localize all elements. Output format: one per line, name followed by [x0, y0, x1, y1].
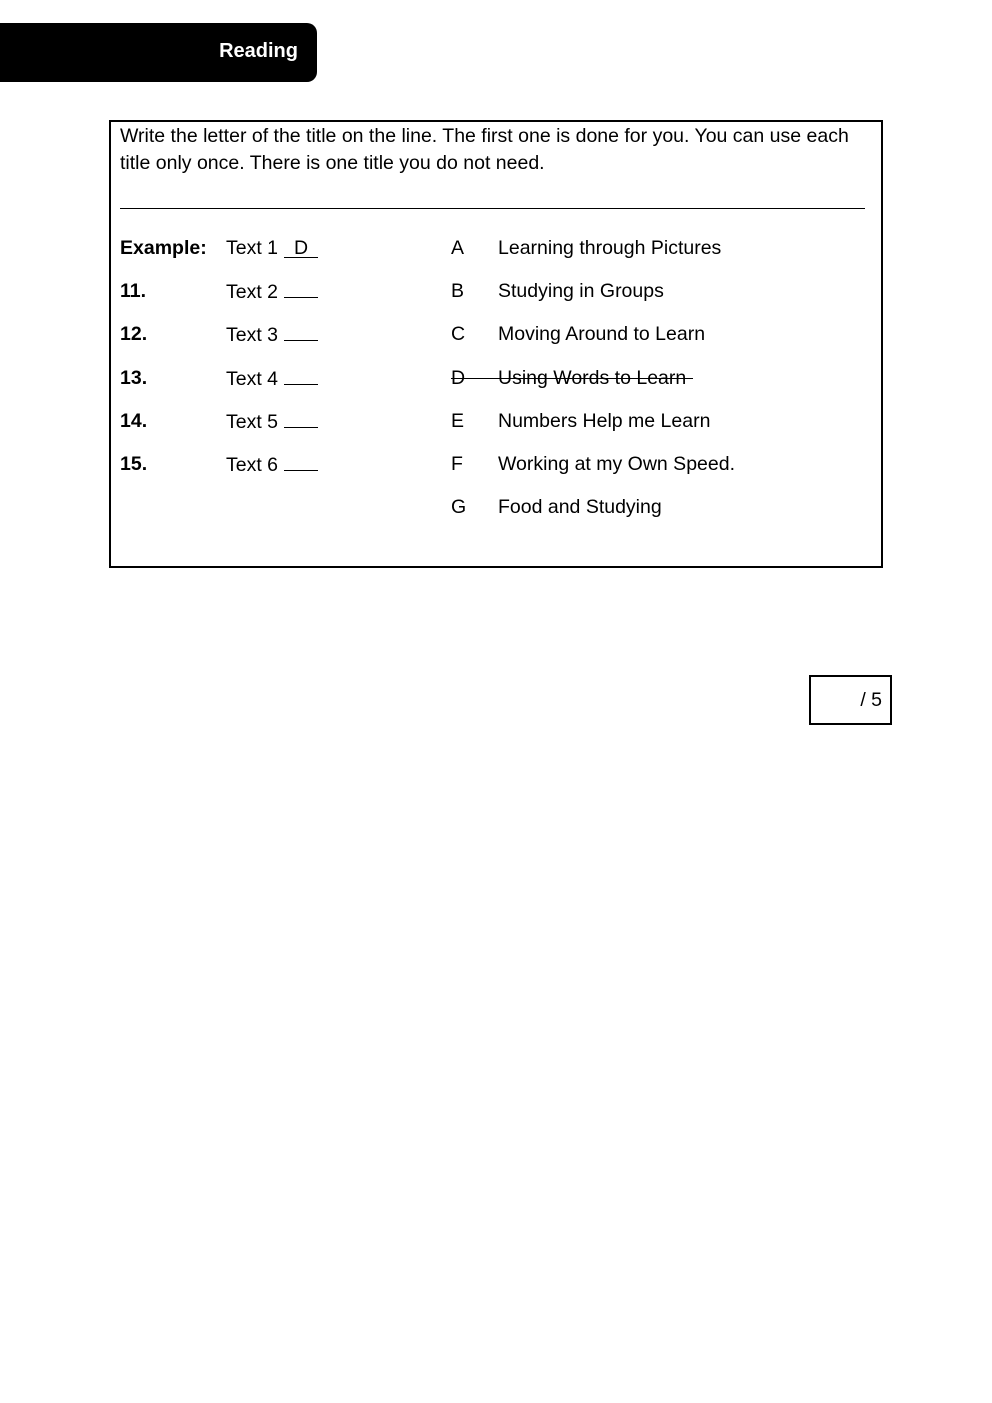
task-box	[109, 120, 883, 568]
option-letter-crossed: D	[451, 367, 466, 389]
answer-blank[interactable]	[284, 452, 318, 471]
strikethrough-line	[451, 378, 693, 379]
question-number: 12.	[120, 323, 148, 345]
option-letter: A	[451, 237, 465, 259]
question-number: 14.	[120, 410, 148, 432]
question-text: Text 2	[226, 281, 279, 303]
option-title: Studying in Groups	[498, 280, 664, 302]
answer-blank[interactable]	[284, 409, 318, 428]
section-label: Reading	[219, 40, 298, 62]
section-tab	[0, 23, 317, 82]
question-item	[226, 452, 318, 477]
question-text: Text 4	[226, 368, 279, 390]
question-item	[226, 409, 318, 434]
example-item	[226, 236, 318, 260]
instructions: Write the letter of the title on the line. The first one is done for you. You can use each title only once. There is one title you do not need.	[120, 125, 849, 174]
score-box	[809, 675, 892, 725]
question-item	[226, 322, 318, 347]
question-number: 13.	[120, 367, 148, 389]
option-letter: F	[451, 453, 463, 475]
option-letter: E	[451, 410, 465, 432]
option-title: Food and Studying	[498, 496, 662, 518]
option-title: Learning through Pictures	[498, 237, 722, 259]
example-label: Example:	[120, 237, 207, 259]
question-text: Text 3	[226, 324, 279, 346]
answer-blank[interactable]	[284, 279, 318, 298]
divider	[120, 208, 865, 209]
question-text: Text 5	[226, 411, 279, 433]
answer-blank[interactable]	[284, 366, 318, 385]
question-item	[226, 279, 318, 304]
option-title: Working at my Own Speed.	[498, 453, 735, 475]
option-letter: B	[451, 280, 465, 302]
option-title-crossed: Using Words to Learn	[498, 367, 687, 389]
option-title: Numbers Help me Learn	[498, 410, 711, 432]
answer-blank[interactable]	[284, 322, 318, 341]
score-label: / 5	[860, 689, 882, 711]
example-text: Text 1	[226, 237, 279, 259]
question-number: 15.	[120, 453, 148, 475]
option-letter: C	[451, 323, 466, 345]
example-answer: D	[284, 239, 318, 258]
question-text: Text 6	[226, 454, 279, 476]
option-title: Moving Around to Learn	[498, 323, 706, 345]
option-letter: G	[451, 496, 467, 518]
question-item	[226, 366, 318, 391]
question-number: 11.	[120, 280, 147, 302]
